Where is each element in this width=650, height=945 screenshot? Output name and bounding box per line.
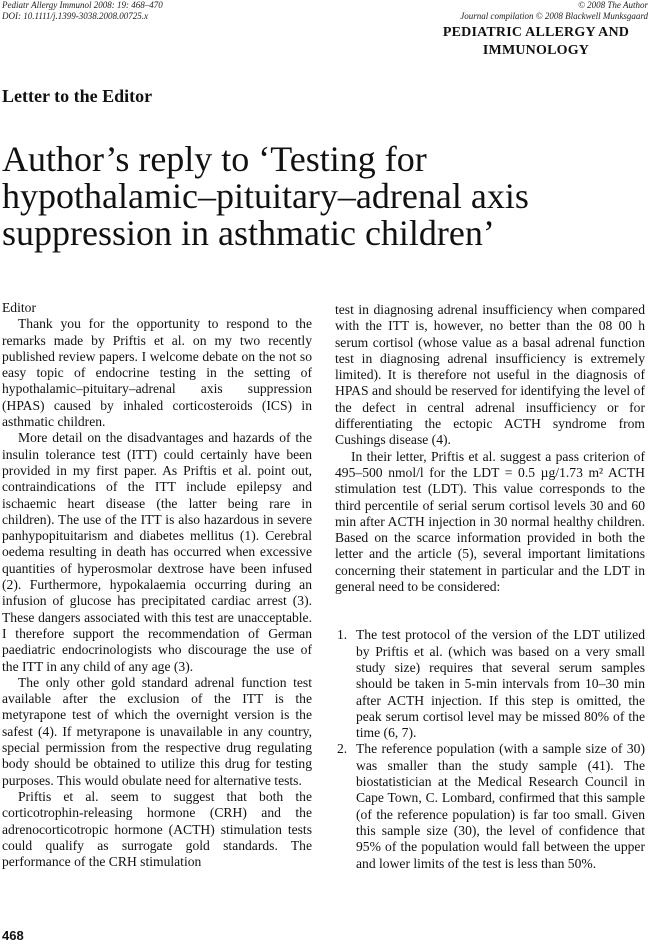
journal-name-line-1: PEDIATRIC ALLERGY AND bbox=[442, 25, 630, 40]
copyright-line: © 2008 The Author bbox=[578, 0, 648, 10]
article-title: Author’s reply to ‘Testing for hypothalamic–pituitary–adrenal axis suppression in asthmatic children’ bbox=[2, 139, 529, 254]
citation-line: Pediatr Allergy Immunol 2008: 19: 468–470 bbox=[2, 0, 163, 10]
numbered-list bbox=[335, 627, 645, 871]
journal-name-line-2: IMMUNOLOGY bbox=[482, 43, 590, 58]
list-item-text: The reference population (with a sample size of 30) was smaller than the study sample (41). The biostatistician at the Medical Research Council in Cape Town, C. Lombard, confirmed that this sample (of the reference population) is far too small. Given this sample size (30), the level of confidence that 95% of the population would fall between the upper and lower limits of the test is less than 50%. bbox=[356, 741, 645, 871]
body-paragraph: In their letter, Priftis et al. suggest a pass criterion of 495–500 nmol/l for the LDT = 0.5 µg/1.73 m² ACTH stimulation test (LDT). This value corresponds to the third percentile of serial serum cortisol levels 30 and 60 min after ACTH injection in 30 normal healthy children. Based on the scarce information provided in both the letter and the article (5), several important limitations concerning their statement in particular and the LDT in general need to be considered: bbox=[335, 448, 645, 595]
body-paragraph: test in diagnosing adrenal insufficiency when compared with the ITT is, however, no better than the 08 00 h serum cortisol (whose value as a basal adrenal function test in diagnosing adrenal insufficiency is extremely limited). It is therefore not useful in the diagnosis of HPAS and should be reserved for identifying the level of the defect in central adrenal insufficiency or for differentiating the ectopic ACTH syndrome from Cushings disease (4). bbox=[335, 302, 645, 448]
page-number: 468 bbox=[2, 928, 24, 943]
body-paragraph: The only other gold standard adrenal function test available after the exclusion of the ITT is the metyrapone test of which the overnight version is the safest (4). If metyrapone is unavailable in any country, special permission from the respective drug regulating body should be obtained to utilize this drug for testing purposes. This would obulate need for alternative tests. bbox=[2, 674, 312, 788]
list-item-number: 2. bbox=[337, 741, 348, 757]
body-paragraph: Priftis et al. seem to suggest that both the corticotrophin-releasing hormone (CRH) and the adrenocorticotropic hormone (ACTH) stimulation tests could qualify as surrogate gold standards. The performance of the CRH stimulation bbox=[2, 788, 312, 870]
list-item bbox=[335, 741, 645, 871]
body-paragraph: More detail on the disadvantages and hazards of the insulin tolerance test (ITT) could certainly have been provided in my first paper. As Priftis et al. point out, contraindications of the ITT include epilepsy and ischaemic heart disease (the latter being rare in children). The use of the ITT is also hazardous in severe panhypopituitarism and diabetes mellitus (1). Cerebral oedema resulting in death has occurred when excessive quantities of hyperosmolar dextrose have been infused (2). Furthermore, hypokalaemia occurring during an infusion of glucose has precipitated cardiac arrest (3). These dangers associated with this test are unacceptable. I therefore support the recommendation of German paediatric endocrinologists who discourage the use of the ITT in any child of any age (3). bbox=[2, 430, 312, 674]
copyright-header bbox=[460, 0, 648, 22]
citation-header bbox=[2, 0, 163, 22]
compilation-line: Journal compilation © 2008 Blackwell Munksgaard bbox=[460, 11, 648, 21]
journal-name bbox=[436, 24, 636, 60]
right-column bbox=[335, 302, 645, 872]
doi-line: DOI: 10.1111/j.1399-3038.2008.00725.x bbox=[2, 11, 148, 21]
list-item-number: 1. bbox=[337, 627, 348, 643]
list-item bbox=[335, 627, 645, 741]
body-paragraph: Thank you for the opportunity to respond to the remarks made by Priftis et al. on my two recently published review papers. I welcome debate on the not so easy topic of endocrine testing in the setting of hypothalamic–pituitary–adrenal axis suppression (HPAS) caused by inhaled corticosteroids (ICS) in asthmatic children. bbox=[2, 316, 312, 430]
left-column bbox=[2, 300, 312, 870]
list-item-text: The test protocol of the version of the LDT utilized by Priftis et al. (which was based on a very small study size) requires that several serum samples should be taken in 5-min intervals from 10–30 min after ACTH injection. If this step is omitted, the peak serum cortisol level may be missed 80% of the time (6, 7). bbox=[356, 627, 645, 741]
section-label: Letter to the Editor bbox=[2, 86, 153, 106]
salutation: Editor bbox=[2, 300, 36, 315]
